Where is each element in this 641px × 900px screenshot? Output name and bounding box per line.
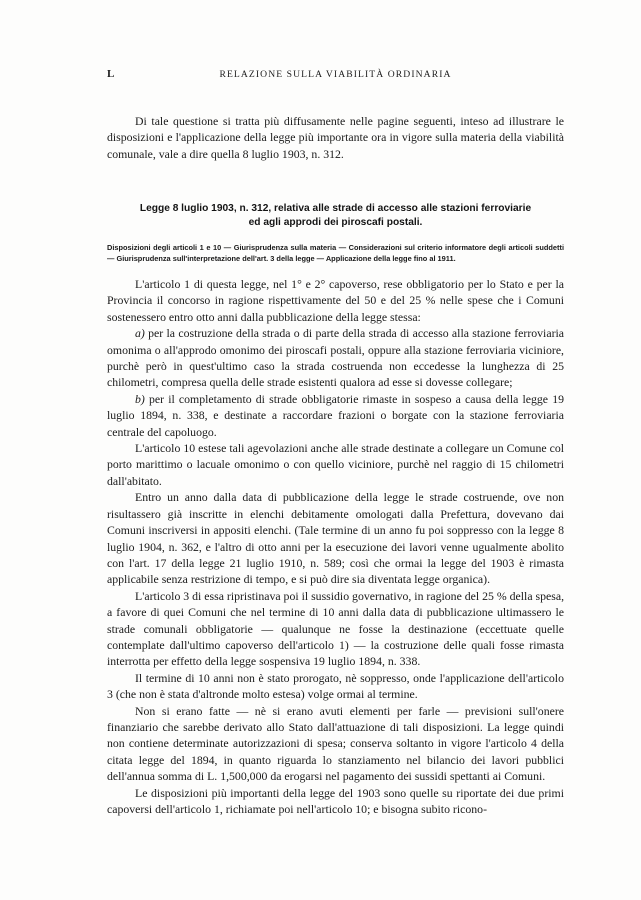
running-title: RELAZIONE SULLA VIABILITÀ ORDINARIA — [219, 69, 452, 80]
list-item-a-label: a) — [135, 326, 145, 341]
paragraph-article-3: L'articolo 3 di essa ripristinava poi il sussidio governativo, in ragione del 25 % della spesa, a favore di quei Comuni che nel termine di 10 anni dalla data di pubblicazione ultimassero le strade comunali obbligatorie — qualunque ne fosse la destinazione (eccettuate quelle contemplate dall'ultimo capoverso dell'articolo 1) — la costruzione delle quali fosse rimasta interrotta per effetto della legge sospensiva 19 luglio 1894, n. 338. — [107, 588, 565, 669]
paragraph-article-1: L'articolo 1 di questa legge, nel 1° e 2° capoverso, rese obbligatorio per lo Stato e per la Provincia il concorso in ragione rispettivamente del 50 e del 25 % nelle spese che i Comuni sostenessero entro otto anni dalla pubblicazione della legge stessa: — [107, 277, 564, 324]
paragraph-terms: Entro un anno dalla data di pubblicazione della legge le strade costruende, ove non risultassero già inscritte in elenchi debitamente omologati dalla Prefettura, dovevano dai Comuni inscriversi in appositi elenchi. (Tale termine di un anno fu poi soppresso con la legge 8 luglio 1904, n. 362, e l'altro di otto anni per la esecuzione dei lavori venne ugualmente abolito con l'art. 17 della legge 21 luglio 1910, n. 589; così che ormai la legge del 1903 è rimasta applicabile senza restrizione di tempo, e si può dire sia diventata legge organica). — [107, 490, 564, 587]
body-text — [107, 276, 564, 817]
section-title-line-1: Legge 8 luglio 1903, n. 312, relativa alle strade di accesso alle stazioni ferroviarie — [139, 203, 532, 214]
paragraph-financial: Non si erano fatte — nè si erano avuti elementi per farle — previsioni sull'onere finanziario che sarebbe derivato allo Stato dall'attuazione di tali disposizioni. La legge quindi non contiene determinate autorizzazioni di spesa; conserva soltanto in vigore l'articolo 4 della citata legge del 1894, in quanto riguarda lo stanziamento nel bilancio dei lavori pubblici dell'annua somma di L. 1,500,000 da erogarsi nel pagamento dei sussidi spettanti ai Comuni. — [107, 703, 564, 784]
section-title — [107, 202, 564, 229]
list-item-a — [107, 325, 564, 391]
section-title-line-2: ed agli approdi dei piroscafi postali. — [248, 216, 423, 228]
list-item-b — [107, 391, 564, 440]
intro-block — [107, 113, 564, 162]
paragraph-deadline: Il termine di 10 anni non è stato prorogato, nè soppresso, onde l'applicazione dell'articolo 3 (che non è stata d'altronde molto estesa) volge ormai al termine. — [107, 670, 564, 702]
list-item-b-label: b) — [135, 391, 145, 406]
list-item-a-text: per la costruzione della strada o di parte della strada di accesso alla stazione ferroviaria omonima o all'approdo omonimo dei piroscafi postali, oppure alla stazione ferroviaria viciniore, purchè però in quest'ultimo caso la strada costruenda non eccedesse la lunghezza di 25 chilometri, compresa quella delle strade esistenti qualora ad esse si dovesse collegare; — [107, 326, 565, 390]
list-item-b-text: per il completamento di strade obbligatorie rimaste in sospeso a causa della legge 19 luglio 1894, n. 338, e destinate a raccordare frazioni o borgate con la stazione ferroviaria centrale del capoluogo. — [107, 391, 564, 439]
section-summary: Disposizioni degli articoli 1 e 10 — Giurisprudenza sulla materia — Considerazioni sul criterio informatore degli articoli suddetti — Giurisprudenza sull'interpretazione dell'art. 3 della legge — Applicazione della legge fino al 1911. — [107, 243, 564, 264]
intro-paragraph: Di tale questione si tratta più diffusamente nelle pagine seguenti, inteso ad illustrare le disposizioni e l'applicazione della legge più importante ora in vigore sulla materia della viabilità comunale, vale a dire quella 8 luglio 1903, n. 312. — [107, 114, 564, 161]
page-number: L — [107, 68, 115, 80]
paragraph-conclusion: Le disposizioni più importanti della legge del 1903 sono quelle su riportate dei due primi capoversi dell'articolo 1, richiamate poi nell'articolo 10; e bisogna subito ricono- — [107, 785, 564, 816]
running-header — [107, 68, 564, 84]
paragraph-article-10: L'articolo 10 estese tali agevolazioni anche alle strade destinate a collegare un Comune col porto marittimo o lacuale omonimo o con quello viciniore, purchè nel raggio di 15 chilometri dall'abitato. — [107, 441, 564, 488]
